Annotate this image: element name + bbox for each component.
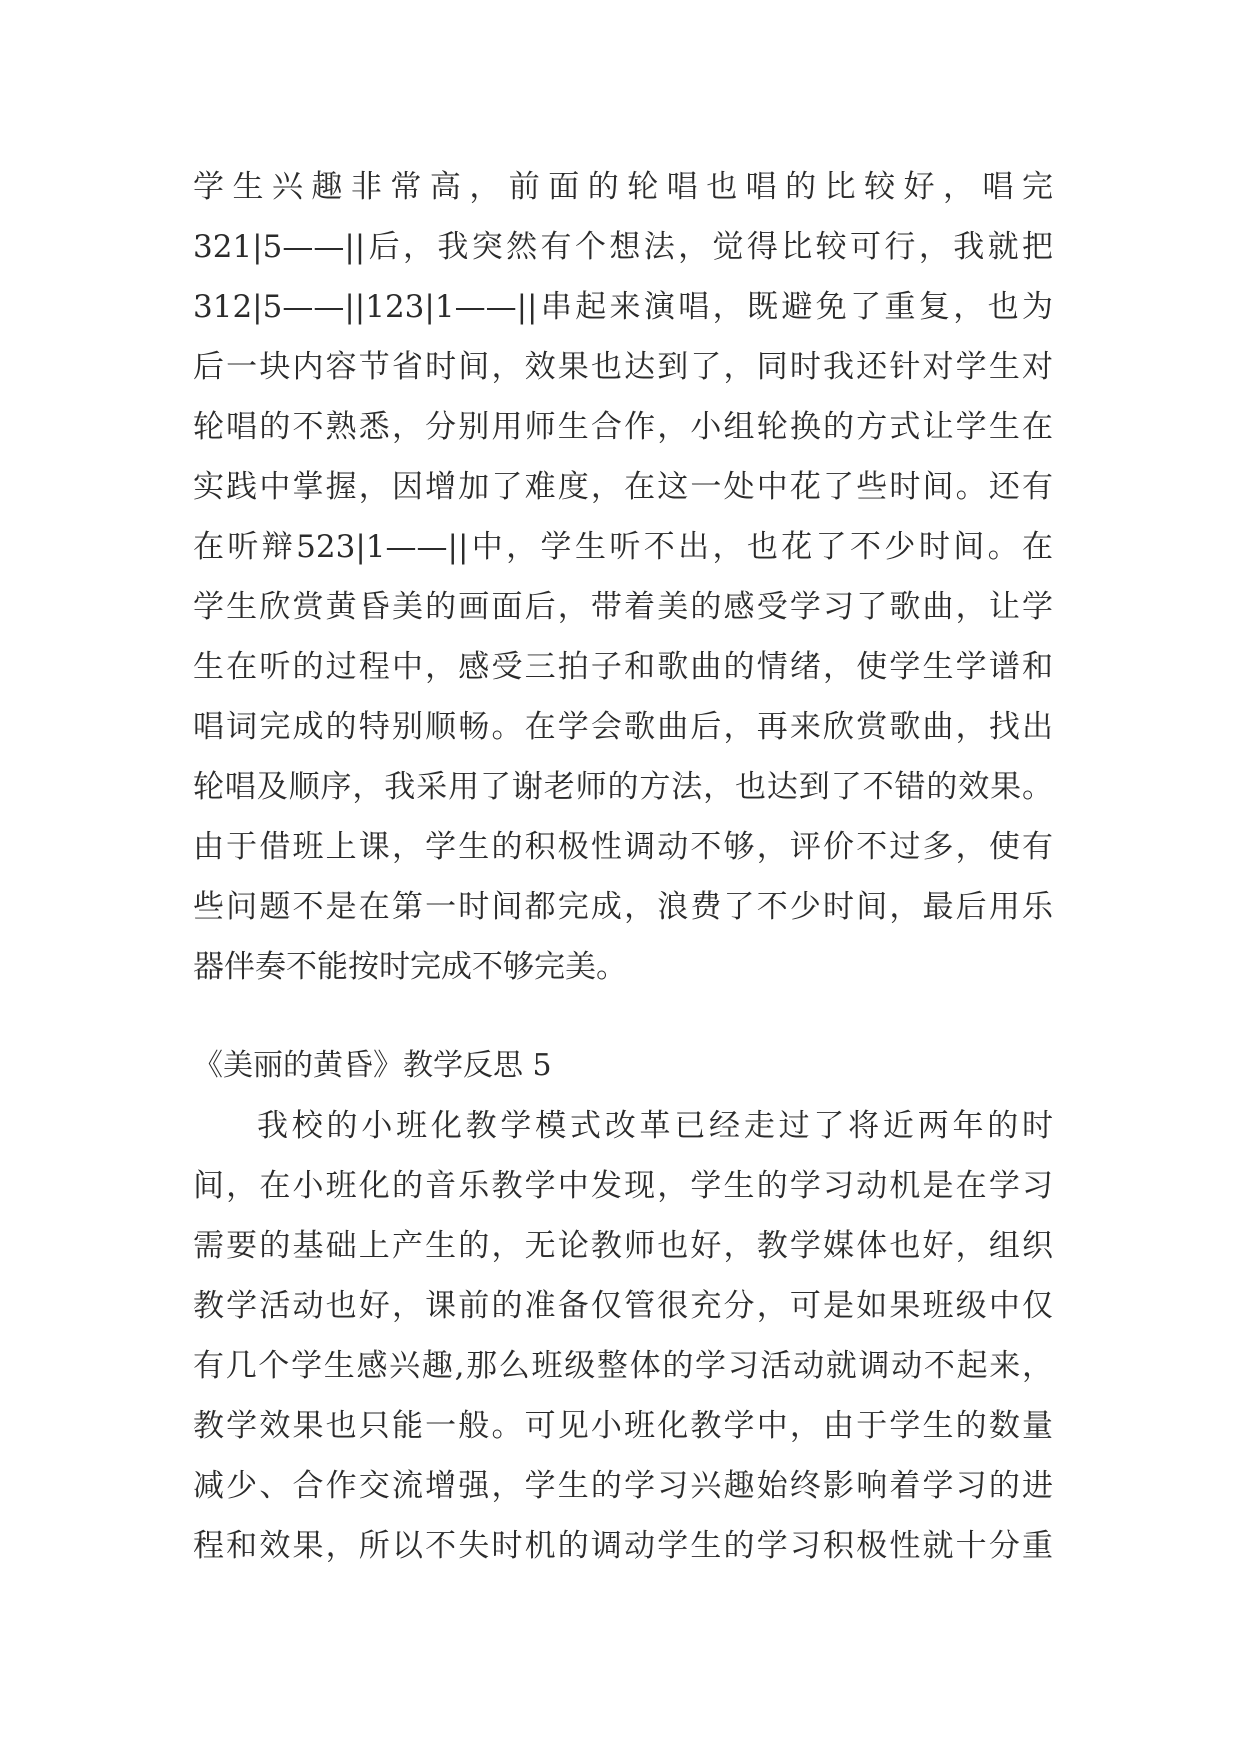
paragraph-line: 些问题不是在第一时间都完成，浪费了不少时间，最后用乐	[193, 889, 1053, 925]
paragraph-line: 轮唱及顺序，我采用了谢老师的方法，也达到了不错的效果。	[193, 769, 1053, 805]
paragraph-line: 321|5——||后，我突然有个想法，觉得比较可行，我就把	[193, 229, 1053, 265]
paragraph-line: 学生兴趣非常高，前面的轮唱也唱的比较好，唱完	[193, 169, 1053, 205]
paragraph-line: 生在听的过程中，感受三拍子和歌曲的情绪，使学生学谱和	[193, 649, 1053, 685]
paragraph-line: 唱词完成的特别顺畅。在学会歌曲后，再来欣赏歌曲，找出	[193, 709, 1053, 745]
paragraph-line: 由于借班上课，学生的积极性调动不够，评价不过多，使有	[193, 829, 1053, 865]
paragraph-line: 在听辩523|1——||中，学生听不出，也花了不少时间。在	[193, 529, 1053, 565]
paragraph-line: 需要的基础上产生的，无论教师也好，教学媒体也好，组织	[193, 1228, 1053, 1264]
paragraph-line: 有几个学生感兴趣,那么班级整体的学习活动就调动不起来，	[193, 1348, 1053, 1384]
paragraph-line: 间，在小班化的音乐教学中发现，学生的学习动机是在学习	[193, 1168, 1053, 1204]
paragraph-line: 轮唱的不熟悉，分别用师生合作，小组轮换的方式让学生在	[193, 409, 1053, 445]
paragraph-line: 312|5——||123|1——||串起来演唱，既避免了重复，也为	[193, 289, 1053, 325]
section-heading: 《美丽的黄昏》教学反思 5	[193, 1048, 552, 1083]
paragraph-line: 教学效果也只能一般。可见小班化教学中，由于学生的数量	[193, 1408, 1053, 1444]
paragraph-line: 教学活动也好，课前的准备仅管很充分，可是如果班级中仅	[193, 1288, 1053, 1324]
paragraph-line: 程和效果，所以不失时机的调动学生的学习积极性就十分重	[193, 1528, 1053, 1564]
paragraph-line: 学生欣赏黄昏美的画面后，带着美的感受学习了歌曲，让学	[193, 589, 1053, 625]
paragraph-line: 后一块内容节省时间，效果也达到了，同时我还针对学生对	[193, 349, 1053, 385]
paragraph-line: 减少、合作交流增强，学生的学习兴趣始终影响着学习的进	[193, 1468, 1053, 1504]
paragraph-line: 器伴奏不能按时完成不够完美。	[193, 949, 627, 985]
paragraph-line: 实践中掌握，因增加了难度，在这一处中花了些时间。还有	[193, 469, 1053, 505]
paragraph-line: 我校的小班化教学模式改革已经走过了将近两年的时	[257, 1108, 1053, 1144]
